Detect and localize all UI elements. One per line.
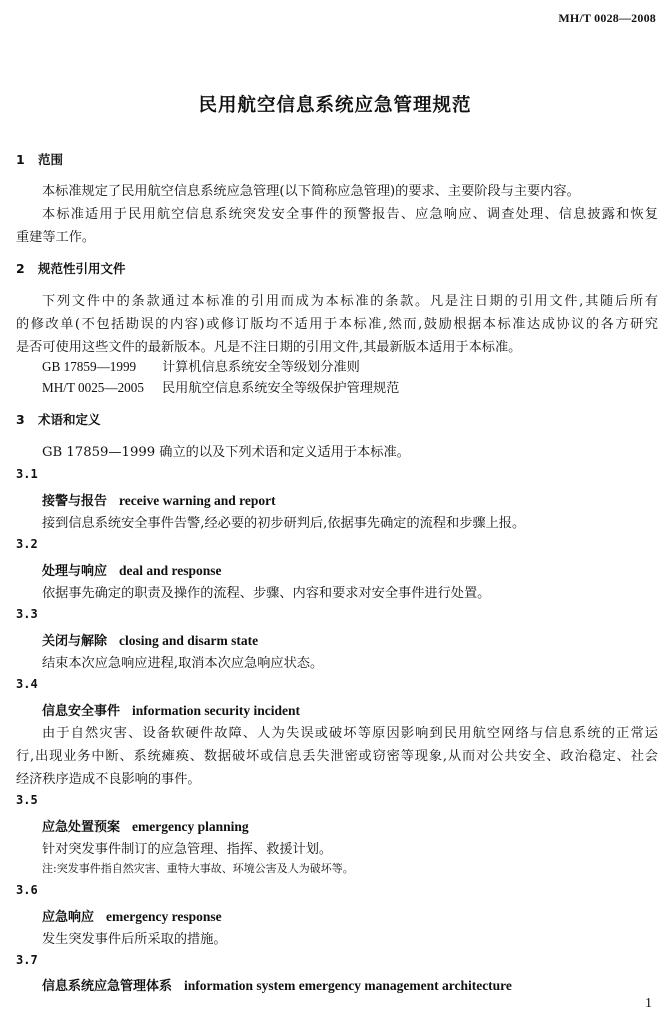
paragraph-line: 本标准规定了民用航空信息系统应急管理(以下简称应急管理)的要求、主要阶段与主要内容。	[42, 184, 580, 199]
term-heading	[42, 816, 249, 835]
section-number: 3	[16, 412, 25, 427]
definition-line: 经济秩序造成不良影响的事件。	[16, 772, 201, 787]
reference-code: MH/T 0025—2005	[42, 380, 144, 395]
reference-item	[42, 377, 658, 396]
definition-line: 依据事先确定的职责及操作的流程、步骤、内容和要求对安全事件进行处置。	[42, 586, 491, 601]
section-number: 2	[16, 261, 25, 276]
term-number: 3.2	[16, 537, 38, 551]
term-en: emergency planning	[132, 819, 249, 834]
term-heading	[42, 630, 258, 649]
document-title: 民用航空信息系统应急管理规范	[198, 95, 472, 116]
term-note: 注:突发事件指自然灾害、重特大事故、环境公害及人为破坏等。	[42, 862, 354, 875]
definition-line: 接到信息系统安全事件告警,经必要的初步研判后,依据事先确定的流程和步骤上报。	[42, 516, 526, 531]
term-heading	[42, 560, 222, 579]
standard-code: MH/T 0028—2008	[558, 11, 656, 25]
term-number: 3.5	[16, 793, 38, 807]
paragraph-line: 重建等工作。	[16, 230, 96, 245]
term-en: receive warning and report	[119, 493, 276, 508]
reference-title: 民用航空信息系统安全等级保护管理规范	[162, 381, 400, 396]
definition-line: 针对突发事件制订的应急管理、指挥、救援计划。	[42, 842, 333, 857]
definition-line: 发生突发事件后所采取的措施。	[42, 932, 227, 947]
term-zh: 处理与响应	[42, 564, 108, 579]
term-en: emergency response	[106, 909, 222, 924]
term-zh: 信息系统应急管理体系	[42, 979, 173, 994]
term-heading	[42, 975, 512, 994]
section-title: 规范性引用文件	[38, 261, 126, 276]
section-3-heading	[16, 410, 101, 428]
section-1-heading	[16, 150, 63, 168]
term-en: information security incident	[132, 703, 301, 718]
paragraph-line: GB 17859—1999 确立的以及下列术语和定义适用于本标准。	[42, 445, 410, 460]
term-en: closing and disarm state	[119, 633, 259, 648]
term-zh: 应急响应	[42, 910, 95, 925]
definition-line: 结束本次应急响应进程,取消本次应急响应状态。	[42, 656, 324, 671]
term-heading	[42, 700, 300, 719]
term-en: deal and response	[119, 563, 222, 578]
section-number: 1	[16, 152, 25, 167]
reference-title: 计算机信息系统安全等级划分准则	[162, 360, 360, 375]
definition-line: 由于自然灾害、设备软硬件故障、人为失误或破坏等原因影响到民用航空网络与信息系统的正常运	[42, 726, 658, 741]
term-number: 3.1	[16, 467, 38, 481]
term-number: 3.4	[16, 677, 38, 691]
term-number: 3.6	[16, 883, 38, 897]
term-zh: 关闭与解除	[42, 634, 108, 649]
term-zh: 应急处置预案	[42, 820, 121, 835]
term-zh: 接警与报告	[42, 494, 108, 509]
term-heading	[42, 490, 276, 509]
term-number: 3.7	[16, 953, 38, 967]
definition-line: 行,出现业务中断、系统瘫痪、数据破坏或信息丢失泄密或窃密等现象,从而对公共安全、政治稳定、社会	[16, 749, 658, 764]
paragraph-line: 是否可使用这些文件的最新版本。凡是不注日期的引用文件,其最新版本适用于本标准。	[16, 340, 522, 355]
term-en: information system emergency management architecture	[184, 978, 512, 993]
reference-item	[42, 356, 658, 375]
paragraph-line: 本标准适用于民用航空信息系统突发安全事件的预警报告、应急响应、调查处理、信息披露和恢复	[42, 207, 658, 222]
term-zh: 信息安全事件	[42, 704, 121, 719]
page-number: 1	[645, 996, 652, 1011]
term-number: 3.3	[16, 607, 38, 621]
section-title: 范围	[38, 152, 64, 167]
paragraph-line: 下列文件中的条款通过本标准的引用而成为本标准的条款。凡是注日期的引用文件,其随后所有	[42, 294, 658, 309]
paragraph-line: 的修改单(不包括勘误的内容)或修订版均不适用于本标准,然而,鼓励根据本标准达成协议的各方研究	[16, 317, 658, 332]
reference-code: GB 17859—1999	[42, 359, 137, 374]
section-2-heading	[16, 259, 126, 277]
section-title: 术语和定义	[38, 412, 101, 427]
term-heading	[42, 906, 222, 925]
